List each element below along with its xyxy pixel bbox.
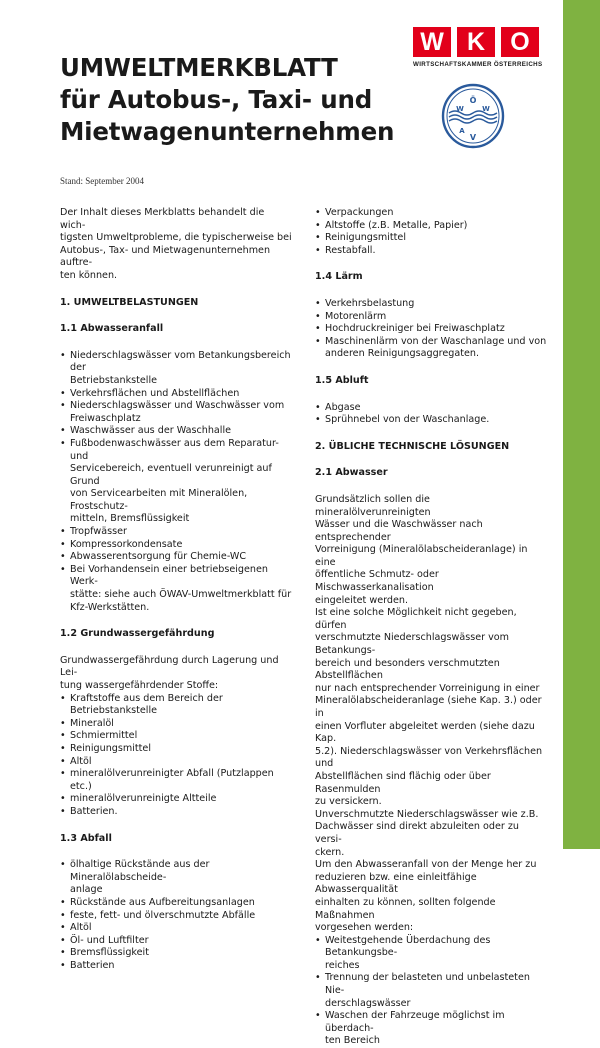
list-item: • ölhaltige Rückstände aus der Mineralölabscheide- anlage — [60, 859, 292, 897]
list-item: • Kraftstoffe aus dem Bereich der Betriebstankstelle — [60, 693, 292, 718]
list-item: • Maschinenlärm von der Waschanlage und von anderen Reinigungsaggregaten. — [315, 336, 547, 361]
list-item: • Batterien. — [60, 806, 292, 819]
abwasser-list — [60, 350, 292, 614]
right-column — [315, 207, 547, 1048]
list-item: • Bremsflüssigkeit — [60, 947, 292, 960]
list-item: • Abwasserentsorgung für Chemie-WC — [60, 551, 292, 564]
wko-subtitle: WIRTSCHAFTSKAMMER ÖSTERREICHS — [413, 61, 543, 68]
grundwasser-list — [60, 693, 292, 819]
section-1-5-heading: 1.5 Abluft — [315, 374, 369, 386]
list-item: • Schmiermittel — [60, 730, 292, 743]
stand-date: Stand: September 2004 — [60, 176, 144, 186]
list-item: • Bei Vorhandensein einer betriebseigenen Werk- stätte: siehe auch ÖWAV-Umweltmerkblatt für Kfz-Werkstätten. — [60, 564, 292, 614]
title-line-2: für Autobus-, Taxi- und — [60, 85, 373, 114]
svg-text:A: A — [459, 127, 465, 135]
abluft-list — [315, 402, 547, 427]
list-item: • Trennung der belasteten und unbelasteten Nie- derschlagswässer — [315, 972, 547, 1010]
list-item: • Motorenlärm — [315, 311, 547, 324]
abfall-list — [60, 859, 292, 972]
list-item: • Hochdruckreiniger bei Freiwaschplatz — [315, 323, 547, 336]
section-2-1-heading: 2.1 Abwasser — [315, 467, 388, 479]
title-line-3: Mietwagenunternehmen — [60, 117, 395, 146]
list-item: • Kompressorkondensate — [60, 539, 292, 552]
section-1-1-heading: 1.1 Abwasseranfall — [60, 323, 164, 335]
wko-letter-o: O — [501, 27, 539, 57]
list-item: • Altöl — [60, 756, 292, 769]
list-item: • Rückstände aus Aufbereitungsanlagen — [60, 897, 292, 910]
list-item: • Weitestgehende Überdachung des Betankungsbe- reiches — [315, 935, 547, 973]
svg-text:Ö: Ö — [469, 96, 477, 105]
list-item: • Reinigungsmittel — [60, 743, 292, 756]
document-title — [60, 52, 394, 148]
wko-letter-k: K — [457, 27, 495, 57]
oewav-seal-icon — [440, 83, 506, 149]
list-item: • Batterien — [60, 960, 292, 973]
list-item: • Restabfall. — [315, 245, 547, 258]
list-item: • Altstoffe (z.B. Metalle, Papier) — [315, 220, 547, 233]
list-item: • Reinigungsmittel — [315, 232, 547, 245]
list-item: • Niederschlagswässer und Waschwässer vom Freiwaschplatz — [60, 400, 292, 425]
list-item: • feste, fett- und ölverschmutzte Abfälle — [60, 910, 292, 923]
list-item: • Altöl — [60, 922, 292, 935]
list-item: • Verkehrsbelastung — [315, 298, 547, 311]
wko-letter-w: W — [413, 27, 451, 57]
list-item: • Verkehrsflächen und Abstellflächen — [60, 388, 292, 401]
green-side-strip — [563, 0, 600, 849]
intro-paragraph: Der Inhalt dieses Merkblatts behandelt die wich- tigsten Umweltprobleme, die typischerweise bei Autobus-, Tax- und Mietwagenunternehmen auftre- ten können. — [60, 207, 292, 281]
svg-text:V: V — [469, 133, 477, 142]
svg-text:W: W — [482, 105, 490, 113]
paragraph: Unverschmutzte Niederschlagswässer wie z.B. Dachwässer sind direkt abzuleiten oder zu versi- ckern. — [315, 808, 539, 858]
list-item: • Waschwässer aus der Waschhalle — [60, 425, 292, 438]
list-item: • Niederschlagswässer vom Betankungsbereich der Betriebstankstelle — [60, 350, 292, 388]
list-item: • Mineralöl — [60, 718, 292, 731]
abfall-list-continued — [315, 207, 547, 257]
measures-list — [315, 935, 547, 1048]
section-1-3-heading: 1.3 Abfall — [60, 832, 112, 844]
list-item: • mineralölverunreinigter Abfall (Putzlappen etc.) — [60, 768, 292, 793]
list-item: • mineralölverunreinigte Altteile — [60, 793, 292, 806]
list-item: • Öl- und Luftfilter — [60, 935, 292, 948]
paragraph: Grundsätzlich sollen die mineralölverunreinigten Wässer und die Waschwässer nach entsprechender Vorreinigung (Mineralölabscheideranlage) in eine öffentliche Schmutz- oder Mischwasserkanalisation eingeleitet werden. — [315, 493, 528, 606]
list-item: • Sprühnebel von der Waschanlage. — [315, 414, 547, 427]
list-item: • Fußbodenwaschwässer aus dem Reparatur- und Servicebereich, eventuell verunreinigt auf Grund von Servicearbeiten mit Mineralölen, Frostschutz- mitteln, Bremsflüssigkeit — [60, 438, 292, 526]
gw-intro: Grundwassergefährdung durch Lagerung und Lei- tung wassergefährdender Stoffe: — [60, 654, 279, 691]
left-column — [60, 207, 292, 972]
list-item: • Verpackungen — [315, 207, 547, 220]
paragraph: Ist eine solche Möglichkeit nicht gegeben, dürfen verschmutzte Niederschlagswässer vom Betankungs- bereich und besonders verschmutzten Abstellflächen nur nach entsprechender Vorreinigung in einer Mineralölabscheideranlage (siehe Kap. 3.) oder in einen Vorfluter abgeleitet werden (siehe dazu Kap. 5.2). Niederschlagswässer von Verkehrsflächen und Abstellflächen sind flächig oder über Rasenmulden zu versickern. — [315, 607, 543, 808]
wko-logo — [413, 27, 545, 68]
wko-letters — [413, 27, 545, 57]
title-line-1: UMWELTMERKBLATT — [60, 53, 338, 82]
list-item: • Waschen der Fahrzeuge möglichst im überdach- ten Bereich — [315, 1010, 547, 1048]
svg-text:W: W — [456, 105, 464, 113]
paragraph: Um den Abwasseranfall von der Menge her zu reduzieren bzw. eine einleitfähige Abwasserqualität einhalten zu können, sollten folgende Maßnahmen vorgesehen werden: — [315, 859, 537, 934]
list-item: • Abgase — [315, 402, 547, 415]
list-item: • Tropfwässer — [60, 526, 292, 539]
laerm-list — [315, 298, 547, 361]
section-1-4-heading: 1.4 Lärm — [315, 271, 363, 283]
section-1-2-heading: 1.2 Grundwassergefährdung — [60, 628, 215, 640]
section-1-heading: 1. UMWELTBELASTUNGEN — [60, 296, 199, 308]
section-2-heading: 2. ÜBLICHE TECHNISCHE LÖSUNGEN — [315, 440, 510, 452]
